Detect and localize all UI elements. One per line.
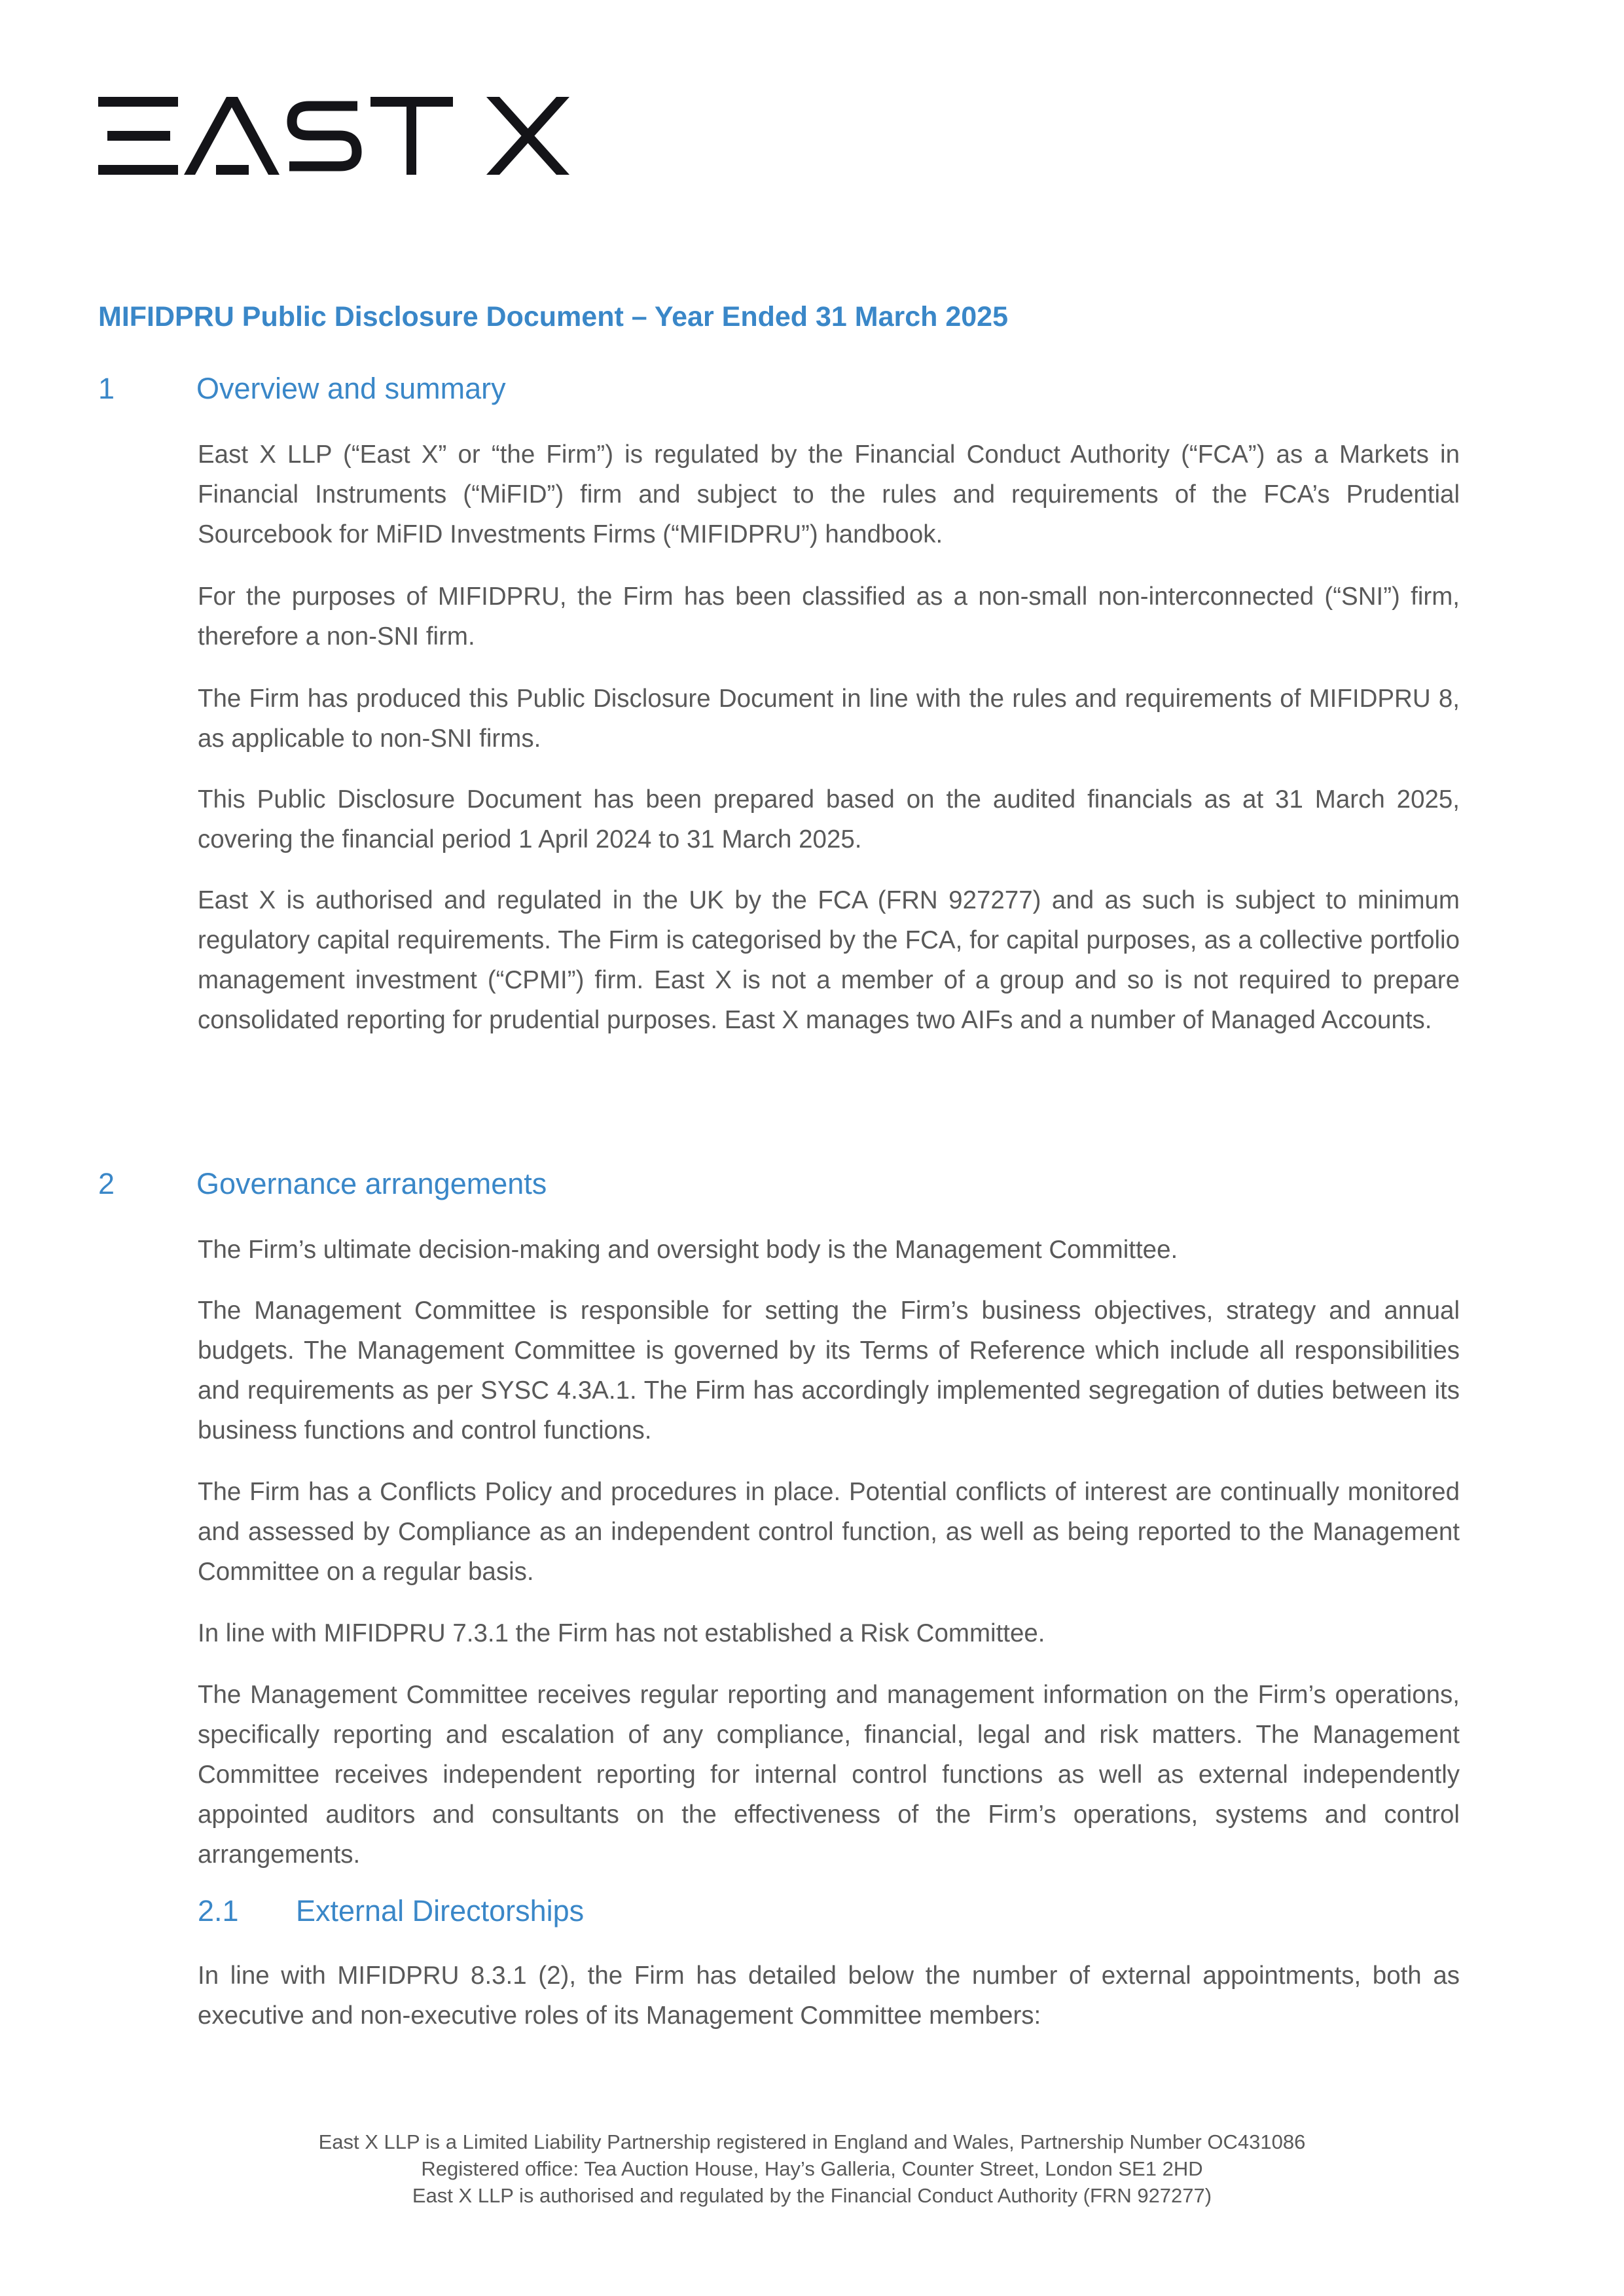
document-title: MIFIDPRU Public Disclosure Document – Year Ended 31 March 2025 [98, 301, 1009, 332]
paragraph: The Firm has produced this Public Disclosure Document in line with the rules and requirements of MIFIDPRU 8, as applicable to non-SNI firms. [198, 685, 1460, 753]
paragraph: The Firm has a Conflicts Policy and procedures in place. Potential conflicts of interest are continually monitored and assessed by Compliance as an independent control function, as well as being reported to the Management Committee on a regular basis. [198, 1478, 1460, 1586]
east-x-logo [98, 92, 569, 180]
page-footer [0, 2128, 1624, 2209]
paragraph: The Firm’s ultimate decision-making and oversight body is the Management Committee. [198, 1236, 1178, 1264]
section-title: Governance arrangements [196, 1167, 547, 1200]
paragraph: East X is authorised and regulated in the UK by the FCA (FRN 927277) and as such is subject to minimum regulatory capital requirements. The Firm is categorised by the FCA, for capital purposes, as a collective portfolio management investment (“CPMI”) firm. East X is not a member of a group and so is not required to prepare consolidated reporting for prudential purposes. East X manages two AIFs and a number of Managed Accounts. [198, 886, 1460, 1034]
footer-line: Registered office: Tea Auction House, Hay’s Galleria, Counter Street, London SE1 2HD [421, 2157, 1203, 2180]
paragraph: East X LLP (“East X” or “the Firm”) is regulated by the Financial Conduct Authority (“FCA”) as a Markets in Financial Instruments (“MiFID”) firm and subject to the rules and requirements of the FCA’s Prudential Sourcebook for MiFID Investments Firms (“MIFIDPRU”) handbook. [198, 440, 1460, 548]
footer-line: East X LLP is a Limited Liability Partnership registered in England and Wales, Partnership Number OC431086 [318, 2130, 1306, 2153]
paragraph: This Public Disclosure Document has been prepared based on the audited financials as at 31 March 2025, covering the financial period 1 April 2024 to 31 March 2025. [198, 785, 1460, 853]
section-heading [98, 1167, 547, 1201]
subsection-heading [198, 1894, 584, 1928]
subsection-number: 2.1 [198, 1894, 239, 1928]
paragraph: The Management Committee receives regular reporting and management information on the Firm’s operations, specifically reporting and escalation of any compliance, financial, legal and risk matters. The Management Committee receives independent reporting for internal control functions as well as external independently appointed auditors and consultants on the effectiveness of the Firm’s operations, systems and control arrangements. [198, 1681, 1460, 1869]
section-number: 2 [98, 1167, 115, 1200]
section-heading [98, 372, 506, 406]
paragraph: For the purposes of MIFIDPRU, the Firm has been classified as a non-small non-interconnected (“SNI”) firm, therefore a non-SNI firm. [198, 583, 1460, 651]
paragraph: In line with MIFIDPRU 8.3.1 (2), the Firm has detailed below the number of external appointments, both as executive and non-executive roles of its Management Committee members: [198, 1962, 1460, 2030]
paragraph: The Management Committee is responsible for setting the Firm’s business objectives, strategy and annual budgets. The Management Committee is governed by its Terms of Reference which include all responsibilities and requirements as per SYSC 4.3A.1. The Firm has accordingly implemented segregation of duties between its business functions and control functions. [198, 1297, 1460, 1444]
paragraph: In line with MIFIDPRU 7.3.1 the Firm has not established a Risk Committee. [198, 1619, 1045, 1647]
section-number: 1 [98, 372, 115, 405]
footer-line: East X LLP is authorised and regulated by the Financial Conduct Authority (FRN 927277) [412, 2184, 1212, 2207]
section-title: Overview and summary [196, 372, 506, 405]
subsection-title: External Directorships [296, 1894, 585, 1928]
